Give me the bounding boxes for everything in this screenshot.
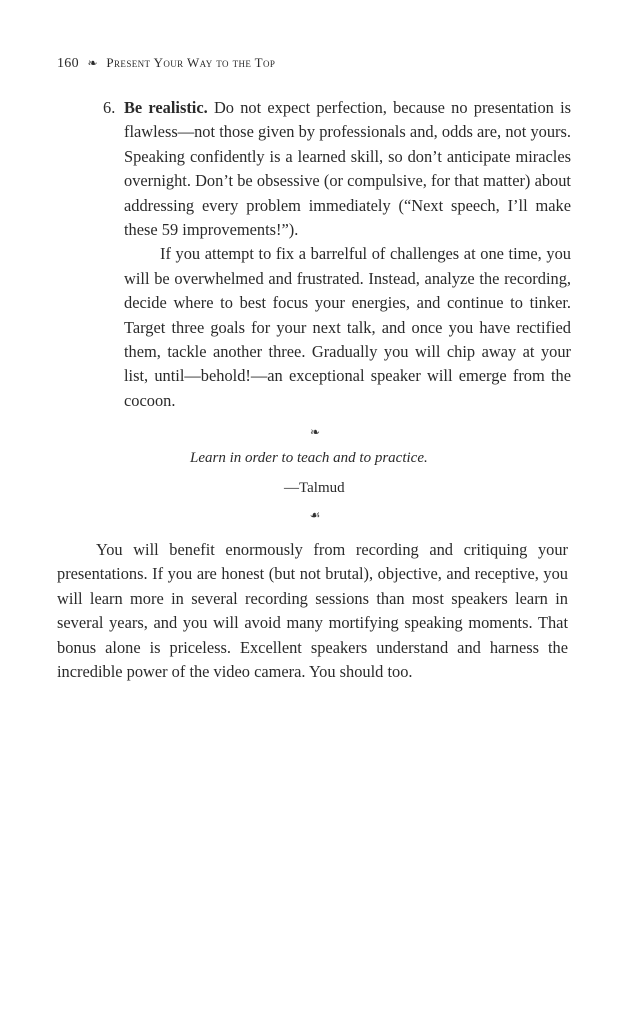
running-head xyxy=(57,55,275,72)
closing-paragraph: You will benefit enormously from recording and critiquing your presentations. If you are honest (but not brutal), objective, and receptive, you will learn more in several recording sessions than most speakers learn in several years, and you will avoid many mortifying speaking moments. That bonus alone is priceless. Excellent speakers understand and harness the incredible power of the video camera. You should too. xyxy=(57,540,568,682)
epigraph-attribution: —Talmud xyxy=(284,480,345,496)
list-item xyxy=(103,96,571,413)
fleuron-top-icon: ❧ xyxy=(309,425,321,439)
fleuron-bottom-icon: ☙ xyxy=(309,508,321,522)
epigraph-quote: Learn in order to teach and to practice. xyxy=(190,450,428,466)
list-item-paragraph xyxy=(124,96,571,242)
list-item-paragraph-2: If you attempt to fix a barrelful of challenges at one time, you will be overwhelmed and frustrated. Instead, analyze the recording, decide where to best focus your energies, and continue to tinker. Target three goals for your next talk, and once you have rectified them, tackle another three. Gradually you will chip away at your list, until—behold!—an exceptional speaker will emerge from the cocoon. xyxy=(124,244,571,410)
list-item-heading: Be realistic. xyxy=(124,98,208,117)
list-item-text: Do not expect perfection, because no presentation is flawless—not those given by professionals and, odds are, not yours. Speaking confidently is a learned skill, so don’t anticipate miracles overnight. Don’t be obsessive (or compulsive, for that matter) about addressing every problem immediately (“Next speech, I’ll make these 59 improvements!”). xyxy=(124,98,572,240)
page-number: 160 xyxy=(57,56,79,71)
list-item-body xyxy=(124,96,571,413)
list-item-number: 6. xyxy=(103,98,116,117)
book-title: Present Your Way to the Top xyxy=(106,55,276,70)
fleuron-icon: ❧ xyxy=(87,56,98,70)
